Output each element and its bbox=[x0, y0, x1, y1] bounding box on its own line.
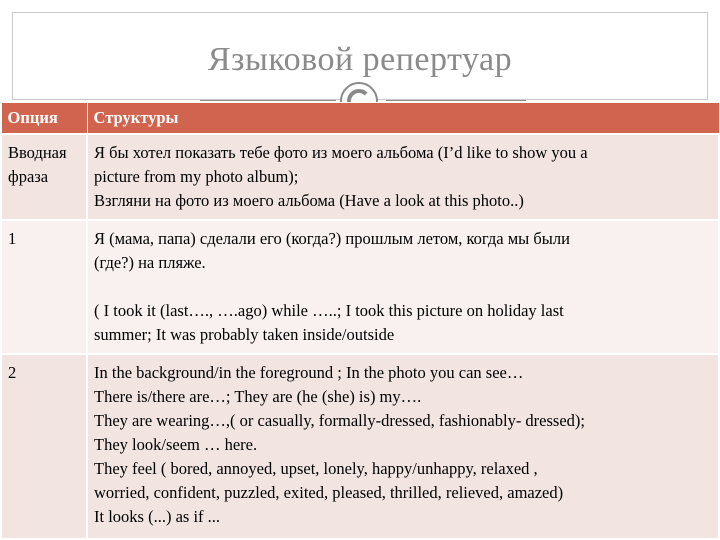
structure-line: worried, confident, puzzled, exited, pleased, thrilled, relieved, amazed) bbox=[94, 483, 564, 502]
title-divider-left bbox=[200, 100, 336, 101]
structure-line: It looks (...) as if ... bbox=[94, 507, 221, 526]
structures-cell bbox=[87, 220, 719, 354]
structure-line: They are wearing…,( or casually, formally-dressed, fashionably- dressed); bbox=[94, 411, 585, 430]
option-text: Вводная bbox=[8, 143, 67, 162]
line-gap bbox=[94, 275, 712, 299]
option-text: 2 bbox=[8, 363, 17, 382]
structure-line: In the background/in the foreground ; In the photo you can see… bbox=[94, 363, 524, 382]
option-text: 1 bbox=[8, 229, 17, 248]
structure-line: (где?) на пляже. bbox=[94, 253, 206, 272]
table-row bbox=[1, 354, 719, 539]
header-option: Опция bbox=[1, 103, 87, 135]
option-cell bbox=[1, 354, 87, 539]
structure-line: There is/there are…; They are (he (she) is) my…. bbox=[94, 387, 422, 406]
table-row bbox=[1, 220, 719, 354]
structure-line: summer; It was probably taken inside/outside bbox=[94, 325, 395, 344]
structure-line: They look/seem … here. bbox=[94, 435, 258, 454]
structure-line: picture from my photo album); bbox=[94, 167, 299, 186]
structures-cell bbox=[87, 134, 719, 220]
repertoire-table bbox=[0, 102, 720, 540]
structure-line: Я бы хотел показать тебе фото из моего альбома (I’d like to show you a bbox=[94, 143, 588, 162]
option-cell bbox=[1, 220, 87, 354]
page-title: Языковой репертуар bbox=[207, 41, 513, 78]
table-header-row bbox=[1, 103, 719, 135]
table-row bbox=[1, 134, 719, 220]
structure-line: They feel ( bored, annoyed, upset, lonely, happy/unhappy, relaxed , bbox=[94, 459, 538, 478]
option-cell bbox=[1, 134, 87, 220]
header-structures: Структуры bbox=[87, 103, 719, 135]
structure-line: Я (мама, папа) сделали его (когда?) прошлым летом, когда мы были bbox=[94, 229, 570, 248]
structure-line: Взгляни на фото из моего альбома (Have a look at this photo..) bbox=[94, 191, 524, 210]
structure-line: ( I took it (last…., ….ago) while …..; I took this picture on holiday last bbox=[94, 301, 564, 320]
option-text: фраза bbox=[8, 167, 49, 186]
structures-cell bbox=[87, 354, 719, 539]
title-divider-right bbox=[386, 100, 526, 101]
